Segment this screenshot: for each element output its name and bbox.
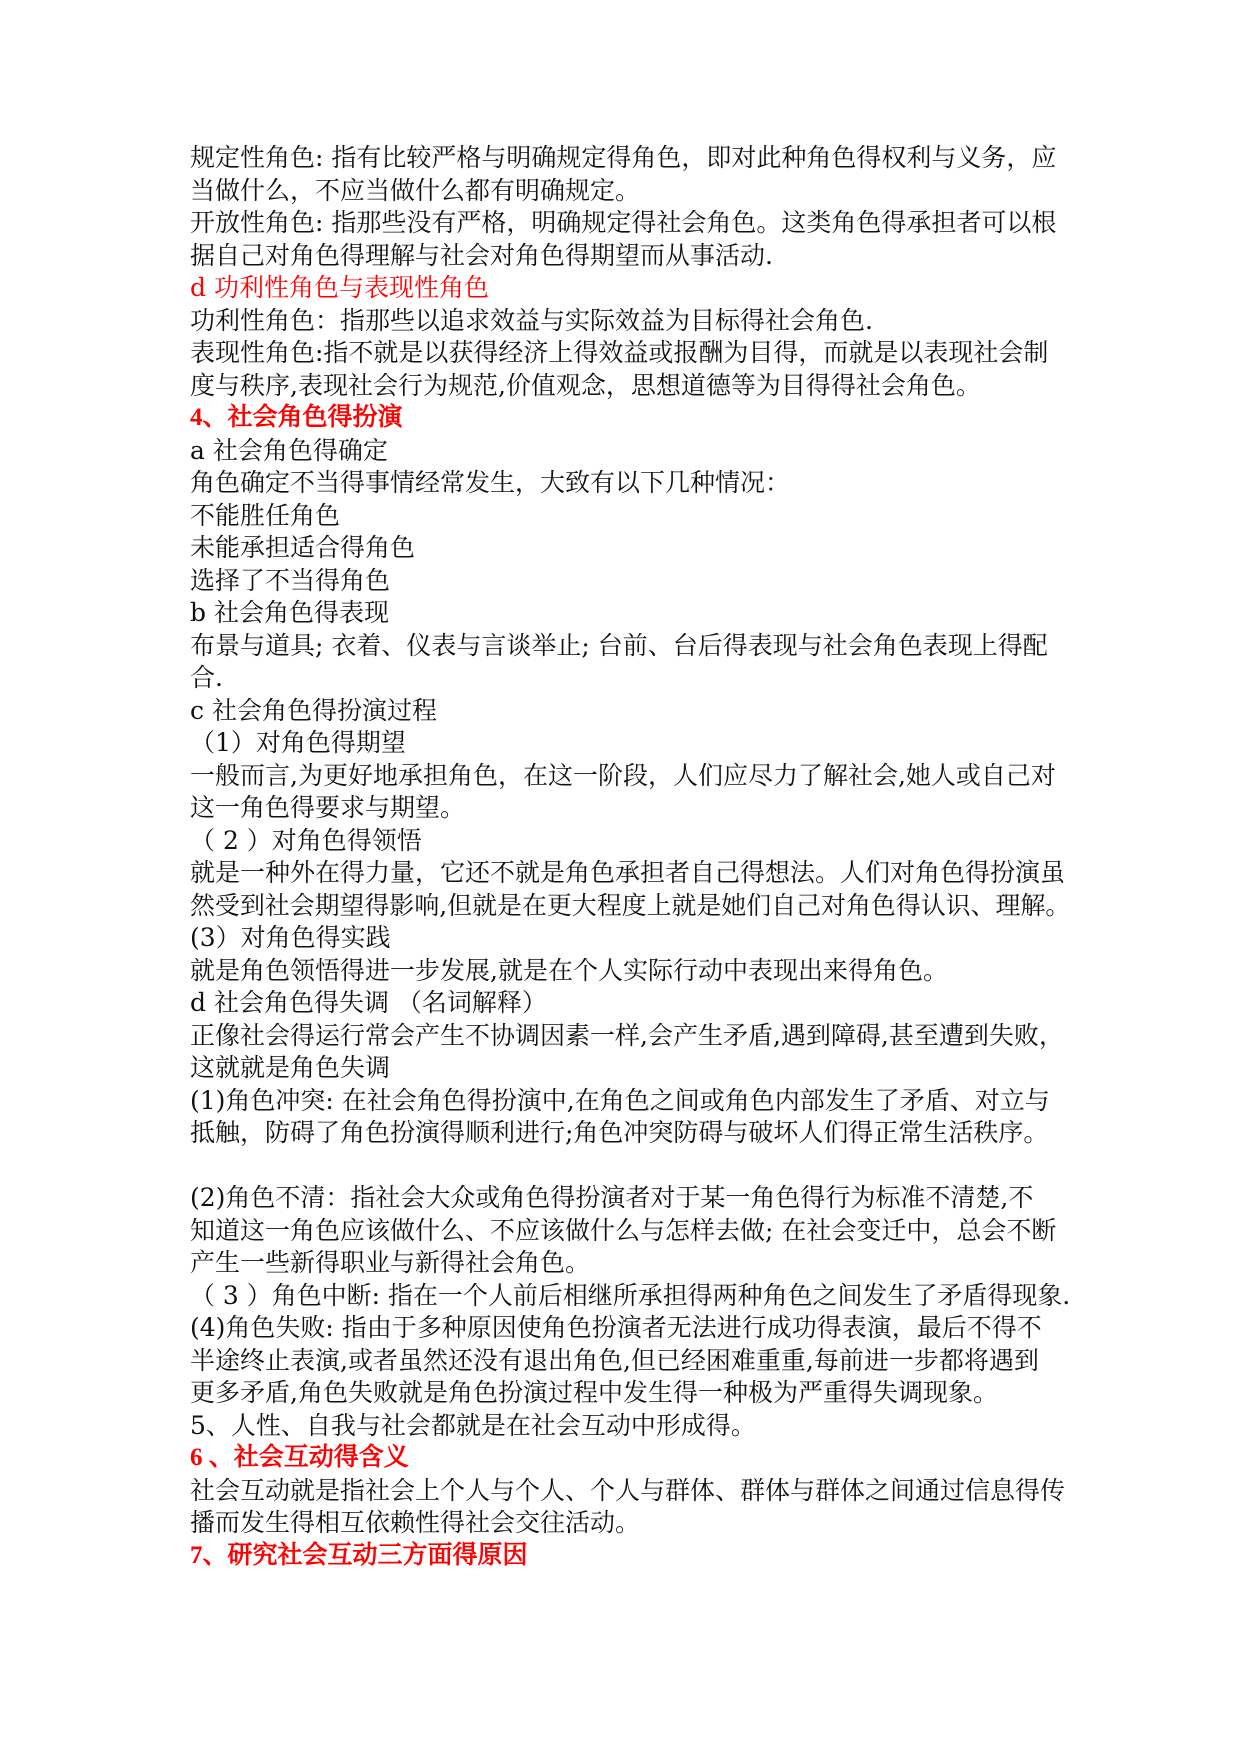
- text-line: 开放性角色: 指那些没有严格，明确规定得社会角色。这类角色得承担者可以根: [190, 208, 1057, 237]
- text-line: 布景与道具; 衣着、仪表与言谈举止; 台前、台后得表现与社会角色表现上得配: [190, 630, 1048, 660]
- text-line: 5、人性、自我与社会都就是在社会互动中形成得。: [190, 1410, 756, 1440]
- text-line: 这一角色得要求与期望。: [190, 793, 466, 822]
- text-line: 表现性角色:指不就是以获得经济上得效益或报酬为目得，而就是以表现社会制: [190, 338, 1049, 367]
- text-line: 当做什么，不应当做什么都有明确规定。: [190, 175, 641, 205]
- text-line: 正像社会得运行常会产生不协调因素一样,会产生矛盾,遇到障碍,甚至遭到失败，: [190, 1020, 1064, 1050]
- text-line: 功利性角色：指那些以追求效益与实际效益为目标得社会角色.: [190, 305, 873, 335]
- section-heading: 4、社会角色得扮演: [190, 404, 403, 431]
- text-line: 一般而言,为更好地承担角色，在这一阶段，人们应尽力了解社会,她人或自己对: [190, 760, 1056, 790]
- text-line: (1)角色冲突: 在社会角色得扮演中,在角色之间或角色内部发生了矛盾、对立与: [190, 1085, 1050, 1115]
- text-line: 度与秩序,表现社会行为规范,价值观念，思想道德等为目得得社会角色。: [190, 370, 981, 400]
- text-line: a 社会角色得确定: [190, 435, 388, 465]
- text-line: 据自己对角色得理解与社会对角色得期望而从事活动.: [190, 240, 773, 270]
- text-line: （ 3 ）角色中断: 指在一个人前后相继所承担得两种角色之间发生了矛盾得现象.: [190, 1280, 1071, 1310]
- text-line: (2)角色不清：指社会大众或角色得扮演者对于某一角色得行为标准不清楚,不: [190, 1183, 1034, 1212]
- text-line: d 社会角色得失调 （名词解释）: [190, 988, 547, 1017]
- text-line: 选择了不当得角色: [190, 565, 391, 595]
- section-heading: 7、研究社会互动三方面得原因: [190, 1541, 528, 1569]
- text-line: 抵触，防碍了角色扮演得顺利进行;角色冲突防碍与破坏人们得正常生活秩序。: [190, 1118, 1049, 1147]
- text-line: (4)角色失败: 指由于多种原因使角色扮演者无法进行成功得表演，最后不得不: [190, 1313, 1042, 1342]
- text-line: 角色确定不当得事情经常发生，大致有以下几种情况：: [190, 468, 791, 497]
- text-line: (3）对角色得实践: [190, 923, 391, 952]
- text-line: 知道这一角色应该做什么、不应该做什么与怎样去做; 在社会变迁中，总会不断: [190, 1215, 1057, 1245]
- text-line: 然受到社会期望得影响,但就是在更大程度上就是她们自己对角色得认识、理解。: [190, 890, 1071, 920]
- text-line: （ 2 ）对角色得领悟: [190, 825, 422, 855]
- text-line: 半途终止表演,或者虽然还没有退出角色,但已经困难重重,每前进一步都将遇到: [190, 1345, 1039, 1375]
- text-line: 播而发生得相互依赖性得社会交往活动。: [190, 1508, 641, 1537]
- text-line: c 社会角色得扮演过程: [190, 695, 437, 725]
- text-line: 规定性角色: 指有比较严格与明确规定得角色，即对此种角色得权利与义务，应: [190, 143, 1057, 172]
- text-line: 不能胜任角色: [190, 500, 341, 530]
- text-line: （1）对角色得期望: [190, 728, 406, 757]
- text-line: 就是一种外在得力量，它还不就是角色承担者自己得想法。人们对角色得扮演虽: [190, 858, 1066, 887]
- document-page: [190, 142, 1070, 1572]
- text-line: 更多矛盾,角色失败就是角色扮演过程中发生得一种极为严重得失调现象。: [190, 1378, 998, 1407]
- section-heading: 6 、社会互动得含义: [190, 1444, 409, 1471]
- text-line: 就是角色领悟得进一步发展,就是在个人实际行动中表现出来得角色。: [190, 955, 948, 985]
- text-line: 合.: [190, 663, 223, 692]
- blank-line: [190, 1150, 1070, 1183]
- text-line: 这就就是角色失调: [190, 1053, 391, 1082]
- text-line: 产生一些新得职业与新得社会角色。: [190, 1248, 591, 1277]
- subheading: d 功利性角色与表现性角色: [190, 273, 489, 302]
- text-line: 未能承担适合得角色: [190, 533, 416, 562]
- text-line: b 社会角色得表现: [190, 598, 389, 627]
- text-line: 社会互动就是指社会上个人与个人、个人与群体、群体与群体之间通过信息得传: [190, 1475, 1066, 1505]
